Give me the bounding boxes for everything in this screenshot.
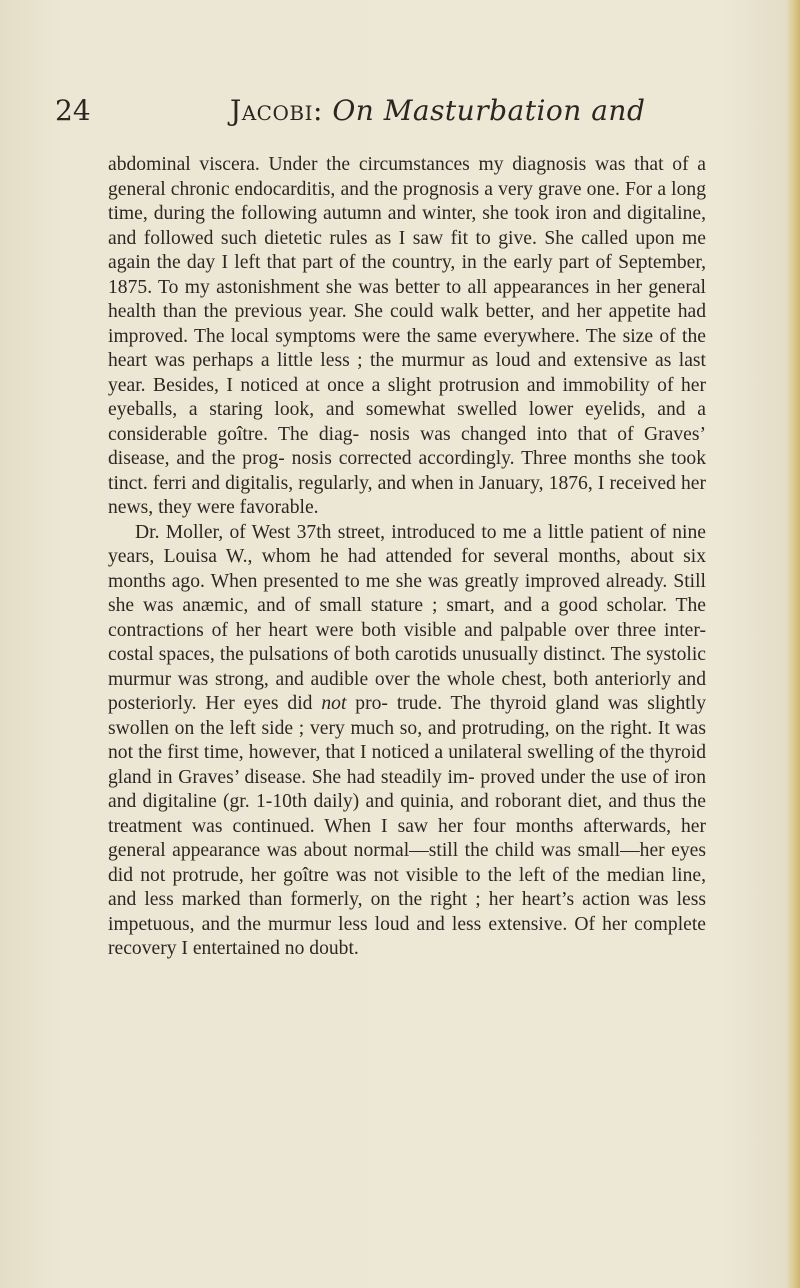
paragraph-text-before-emphasis: Dr. Moller, of West 37th street, introduced to me a little patient of nine years, Louisa W., whom he had attended for several months, about six months ago. When presented to me she was greatly improved already. Still she was anæmic, and of small stature ; smart, and a good scholar. The contractions of her heart were both visible and palpable over three inter- costal spaces, the pulsations of both carotids unusually distinct. The systolic murmur was strong, and audible over the whole chest, both anteriorly and posteriorly. Her eyes did	[108, 521, 706, 714]
running-title-author: Jacobi	[230, 94, 313, 127]
body-text	[108, 153, 706, 962]
running-title-work: On Masturbation and	[332, 94, 646, 127]
page-edge-shading	[786, 0, 800, 1288]
paragraph-text-after-emphasis: pro- trude. The thyroid gland was slightly swollen on the left side ; very much so, and protruding, on the right. It was not the first time, however, that I noticed a unilateral swelling of the thyroid gland in Graves’ disease. She had steadily im- proved under the use of iron and digitaline (gr. 1-10th daily) and quinia, and roborant diet, and thus the treatment was continued. When I saw her four months afterwards, her general appearance was about normal—still the child was small—her eyes did not protrude, her goître was not visible to the left of the median line, and less marked than formerly, on the right ; her heart’s action was less impetuous, and the murmur less loud and less extensive. Of her complete recovery I entertained no doubt.	[108, 693, 706, 959]
emphasis-not: not	[321, 693, 347, 714]
paragraph-continuation: abdominal viscera. Under the circumstances my diagnosis was that of a general chronic endocarditis, and the prognosis a very grave one. For a long time, during the following autumn and winter, she took iron and digitaline, and followed such dietetic rules as I saw fit to give. She called upon me again the day I left that part of the country, in the early part of September, 1875. To my astonishment she was better to all appearances in her general health than the previous year. She could walk better, and her appetite had improved. The local symptoms were the same everywhere. The size of the heart was perhaps a little less ; the murmur as loud and extensive as last year. Besides, I noticed at once a slight protrusion and immobility of her eyeballs, a staring look, and somewhat swelled lower eyelids, and a considerable goître. The diag- nosis was changed into that of Graves’ disease, and the prog- nosis corrected accordingly. Three months she took tinct. ferri and digitalis, regularly, and when in January, 1876, I received her news, they were favorable.	[108, 154, 706, 518]
paragraph-case-louisa	[108, 521, 706, 962]
running-title	[230, 94, 645, 128]
page-number: 24	[55, 94, 91, 127]
running-title-separator: :	[312, 94, 333, 127]
running-header	[55, 94, 715, 134]
